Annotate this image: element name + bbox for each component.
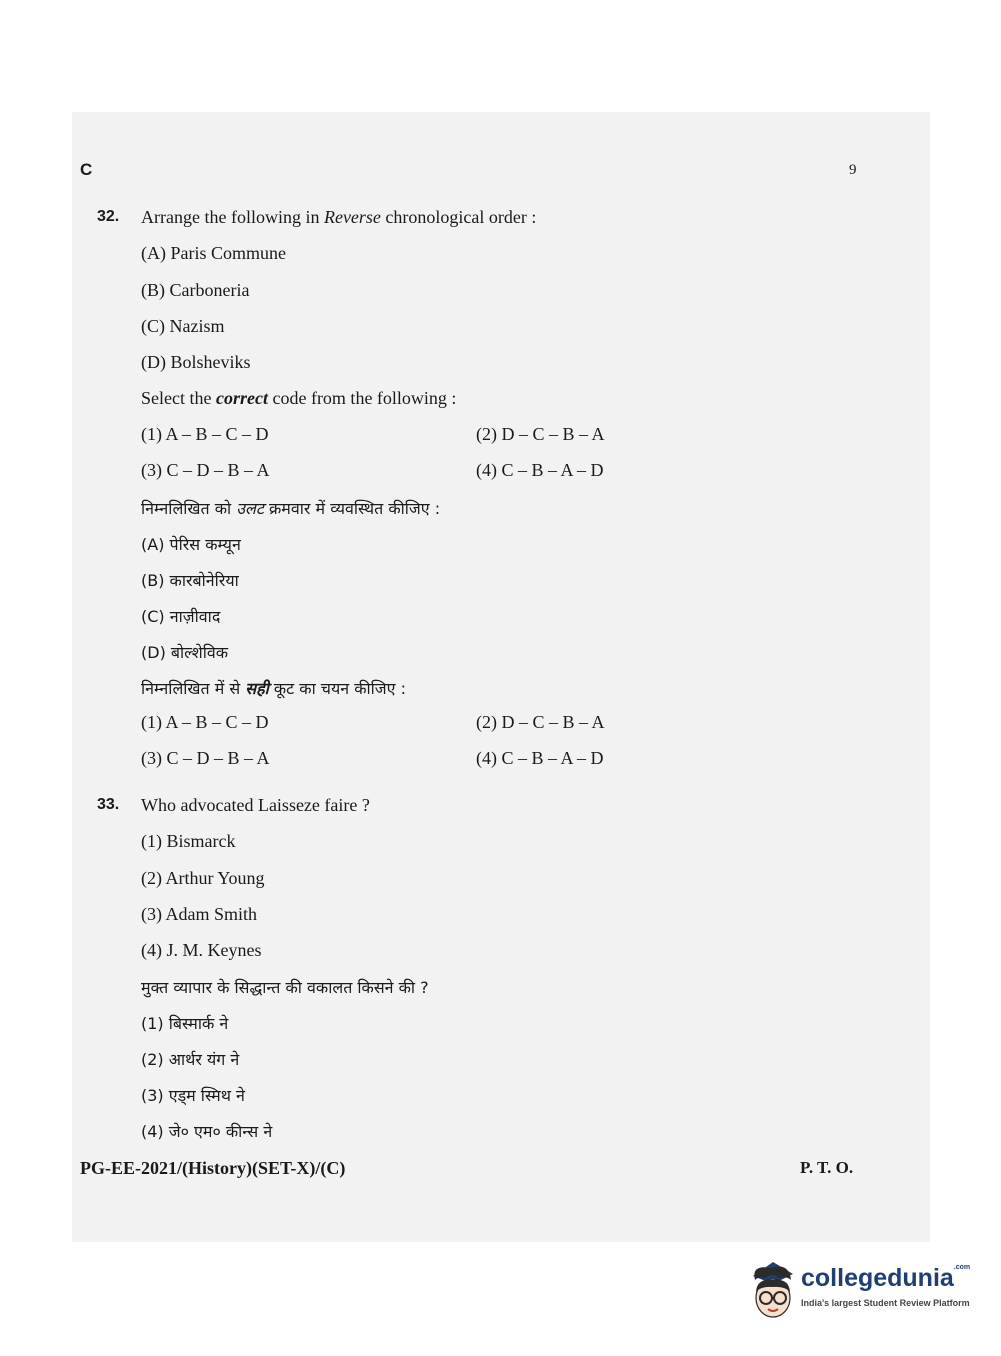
q32-select-instruction-hi: निम्नलिखित में से सही कूट का चयन कीजिए :: [141, 679, 406, 698]
q32-item-a-hi: (A) पेरिस कम्यून: [141, 535, 241, 554]
series-label: C: [80, 160, 93, 179]
mascot-icon: [745, 1258, 799, 1320]
q33-option-3: (3) Adam Smith: [141, 904, 257, 924]
q33-option-4-hi: (4) जे० एम० कीन्स ने: [141, 1122, 273, 1141]
pto-label: P. T. O.: [800, 1158, 854, 1177]
q32-code-1: (1) A – B – C – D: [141, 424, 269, 444]
question-32-text-en: Arrange the following in Reverse chronological order :: [141, 207, 537, 227]
q33-option-1-hi: (1) बिस्मार्क ने: [141, 1014, 229, 1033]
q32-item-b: (B) Carboneria: [141, 280, 250, 300]
paper-code: PG-EE-2021/(History)(SET-X)/(C): [80, 1158, 346, 1178]
q33-option-2-hi: (2) आर्थर यंग ने: [141, 1050, 240, 1069]
q32-code-3: (3) C – D – B – A: [141, 460, 270, 480]
logo-wordmark: collegedunia$^{.com}$: [801, 1264, 971, 1292]
question-33-text-hi: मुक्त व्यापार के सिद्धान्त की वकालत किसने की ?: [141, 978, 429, 997]
q32-item-b-hi: (B) कारबोनेरिया: [141, 571, 239, 590]
q32-code-4: (4) C – B – A – D: [476, 460, 604, 480]
question-32-text-hi: निम्नलिखित को उलट क्रमवार में व्यवस्थित कीजिए :: [141, 499, 441, 518]
logo-tagline: India's largest Student Review Platform: [801, 1298, 970, 1308]
question-number-33: 33.: [97, 796, 120, 813]
q32-item-d-hi: (D) बोल्शेविक: [141, 643, 229, 662]
q32-item-d: (D) Bolsheviks: [141, 352, 251, 372]
page-number: 9: [849, 162, 857, 178]
q32-item-a: (A) Paris Commune: [141, 243, 286, 263]
q33-option-3-hi: (3) एड्म स्मिथ ने: [141, 1086, 245, 1105]
q32-code-2-hi: (2) D – C – B – A: [476, 712, 605, 732]
q33-option-4: (4) J. M. Keynes: [141, 940, 262, 960]
q32-code-1-hi: (1) A – B – C – D: [141, 712, 269, 732]
q32-select-instruction-en: Select the correct code from the following :: [141, 388, 457, 408]
q33-option-1: (1) Bismarck: [141, 831, 236, 851]
q32-item-c: (C) Nazism: [141, 316, 225, 336]
question-number-32: 32.: [97, 208, 120, 225]
q32-code-2: (2) D – C – B – A: [476, 424, 605, 444]
q32-code-4-hi: (4) C – B – A – D: [476, 748, 604, 768]
q32-item-c-hi: (C) नाज़ीवाद: [141, 607, 221, 626]
q32-code-3-hi: (3) C – D – B – A: [141, 748, 270, 768]
q33-option-2: (2) Arthur Young: [141, 868, 265, 888]
collegedunia-logo: [745, 1258, 970, 1320]
question-33-text-en: Who advocated Laisseze faire ?: [141, 795, 370, 815]
